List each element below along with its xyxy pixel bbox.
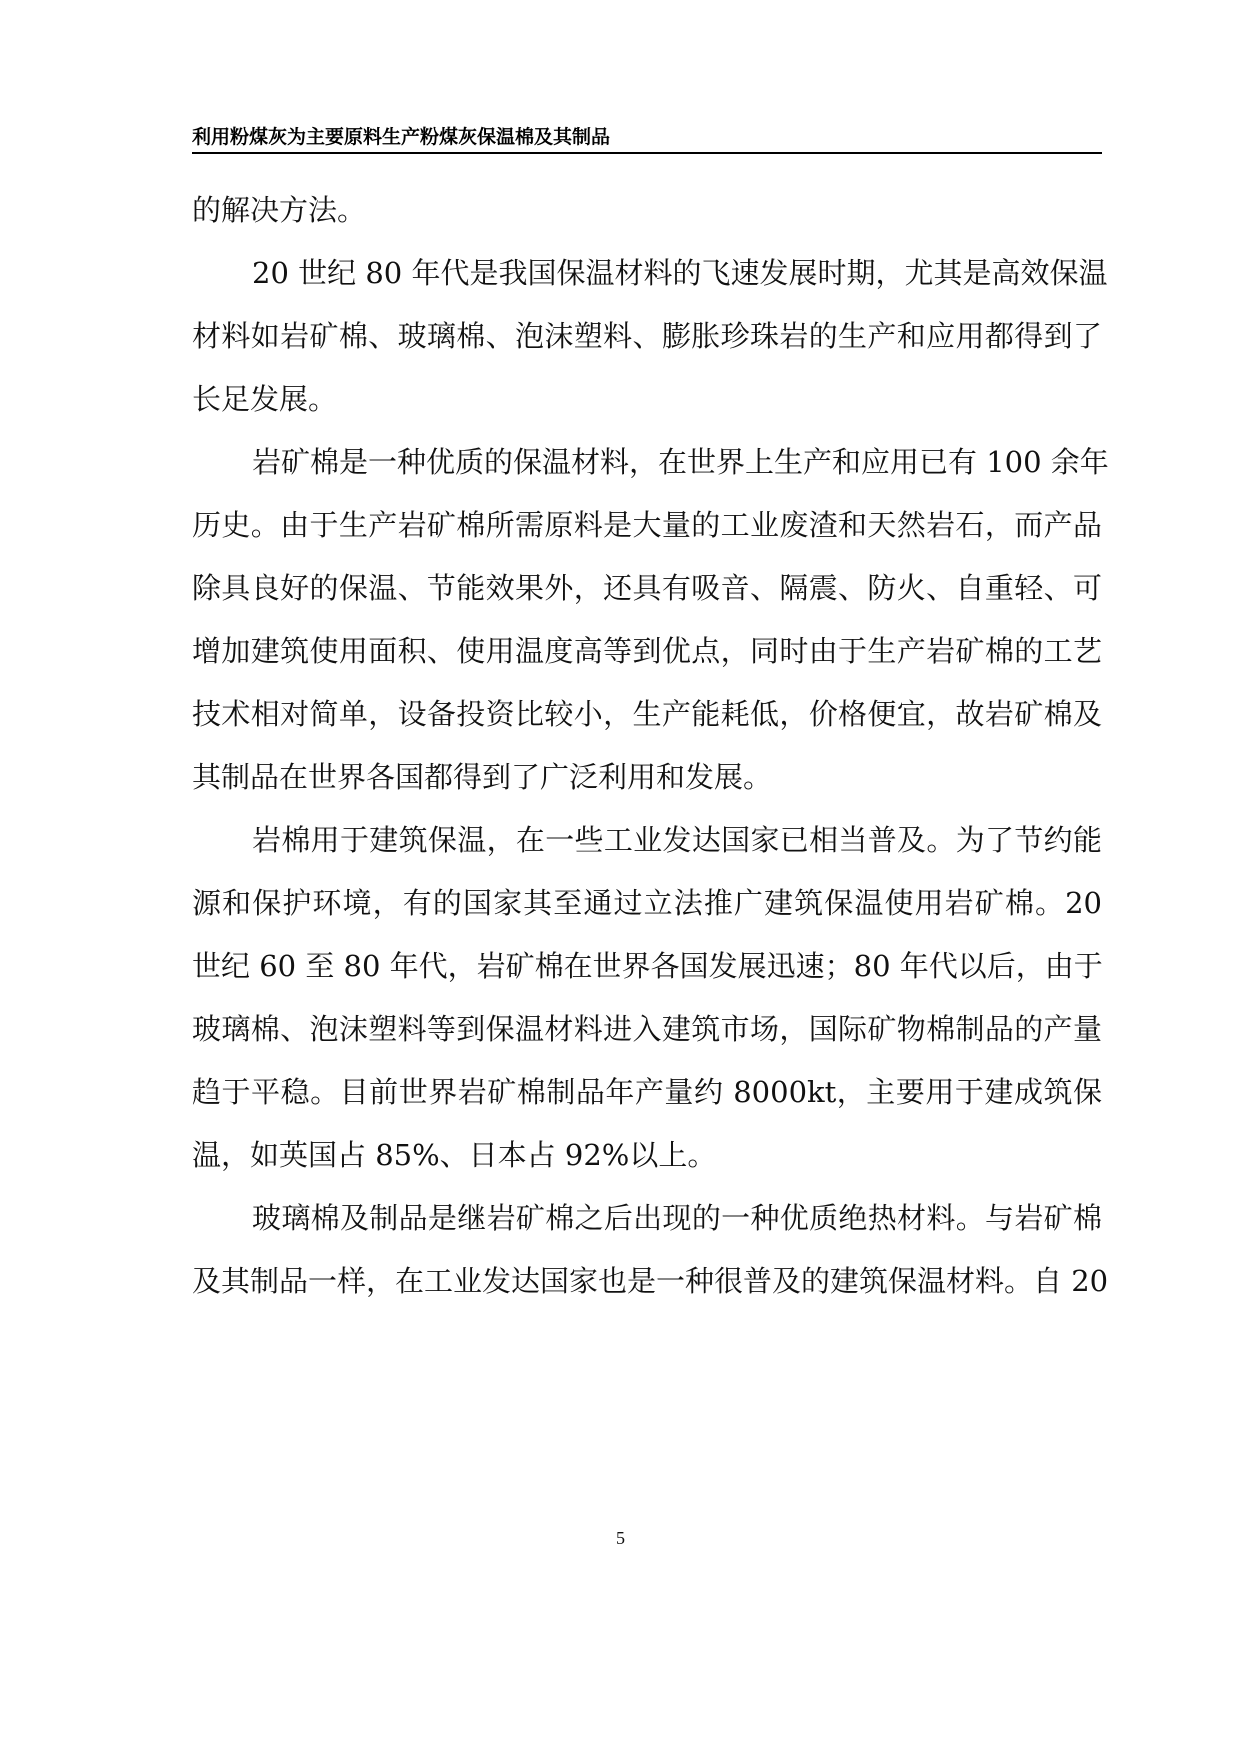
text-line: 的解决方法。 (192, 193, 367, 227)
text-line: 材料如岩矿棉、玻璃棉、泡沫塑料、膨胀珍珠岩的生产和应用都得到了 (192, 319, 1102, 353)
text-line: 技术相对简单，设备投资比较小，生产能耗低，价格便宜，故岩矿棉及 (192, 697, 1102, 731)
text-line: 除具良好的保温、节能效果外，还具有吸音、隔震、防火、自重轻、可 (192, 571, 1102, 605)
text-line: 玻璃棉、泡沫塑料等到保温材料进入建筑市场，国际矿物棉制品的产量 (192, 1012, 1102, 1046)
text-line: 增加建筑使用面积、使用温度高等到优点，同时由于生产岩矿棉的工艺 (192, 634, 1102, 668)
text-line: 温，如英国占 85%、日本占 92%以上。 (192, 1138, 717, 1172)
text-line: 玻璃棉及制品是继岩矿棉之后出现的一种优质绝热材料。与岩矿棉 (252, 1201, 1102, 1235)
text-line: 岩棉用于建筑保温，在一些工业发达国家已相当普及。为了节约能 (252, 823, 1102, 857)
text-line: 趋于平稳。目前世界岩矿棉制品年产量约 8000kt，主要用于建成筑保 (192, 1075, 1102, 1109)
text-line: 岩矿棉是一种优质的保温材料，在世界上生产和应用已有 100 余年 (252, 445, 1109, 479)
page-number: 5 (616, 1528, 625, 1548)
text-line: 其制品在世界各国都得到了广泛利用和发展。 (192, 760, 773, 794)
running-header (192, 126, 1102, 154)
text-line: 历史。由于生产岩矿棉所需原料是大量的工业废渣和天然岩石，而产品 (192, 508, 1102, 542)
text-line: 长足发展。 (192, 382, 338, 416)
text-line: 20 世纪 80 年代是我国保温材料的飞速发展时期，尤其是高效保温 (252, 256, 1108, 290)
text-line: 及其制品一样，在工业发达国家也是一种很普及的建筑保温材料。自 20 (192, 1264, 1109, 1298)
text-line: 源和保护环境，有的国家其至通过立法推广建筑保温使用岩矿棉。20 (192, 886, 1102, 920)
text-line: 世纪 60 至 80 年代，岩矿棉在世界各国发展迅速；80 年代以后，由于 (192, 949, 1103, 983)
header-title: 利用粉煤灰为主要原料生产粉煤灰保温棉及其制品 (192, 126, 611, 148)
